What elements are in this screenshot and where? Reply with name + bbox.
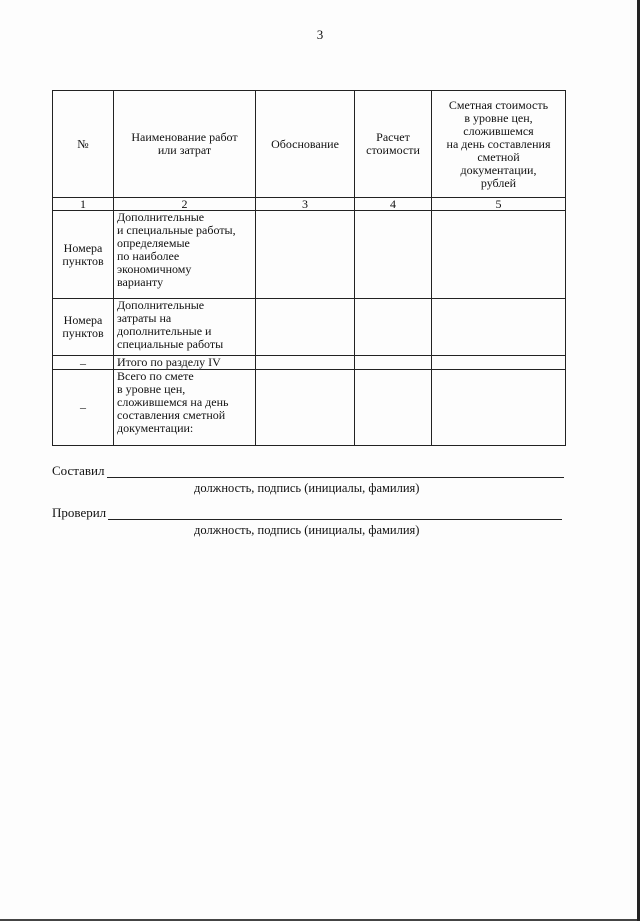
row-name-cell: Всего по смете в уровне цен, сложившемся на день составления сметной документации:	[114, 370, 256, 446]
column-number: 2	[114, 198, 256, 211]
column-number: 4	[355, 198, 432, 211]
row-cost-cell	[432, 299, 566, 356]
estimate-table	[52, 90, 566, 446]
compiled-by-block	[52, 463, 572, 503]
table-row	[53, 299, 566, 356]
column-number: 1	[53, 198, 114, 211]
column-number: 5	[432, 198, 566, 211]
header-number: №	[53, 91, 114, 198]
row-justification-cell	[256, 370, 355, 446]
table-row	[53, 211, 566, 299]
row-calculation-cell	[355, 370, 432, 446]
column-numbers-row	[53, 198, 566, 211]
row-number-cell: Номера пунктов	[53, 211, 114, 299]
row-name-cell: Дополнительные и специальные работы, определяемые по наиболее экономичному варианту	[114, 211, 256, 299]
row-cost-cell	[432, 211, 566, 299]
table-row	[53, 370, 566, 446]
row-cost-cell	[432, 356, 566, 370]
page-number: 3	[316, 27, 324, 42]
checked-by-signature-line[interactable]	[108, 519, 562, 520]
compiled-by-signature-line[interactable]	[107, 477, 564, 478]
table-header-row	[53, 91, 566, 198]
row-calculation-cell	[355, 211, 432, 299]
row-justification-cell	[256, 299, 355, 356]
row-justification-cell	[256, 211, 355, 299]
row-calculation-cell	[355, 299, 432, 356]
compiled-by-hint: должность, подпись (инициалы, фамилия)	[194, 481, 420, 495]
row-justification-cell	[256, 356, 355, 370]
checked-by-hint: должность, подпись (инициалы, фамилия)	[194, 523, 420, 537]
checked-by-block	[52, 505, 572, 545]
header-work-name: Наименование работ или затрат	[114, 91, 256, 198]
column-number: 3	[256, 198, 355, 211]
row-cost-cell	[432, 370, 566, 446]
header-cost-calculation: Расчет стоимости	[355, 91, 432, 198]
row-number-cell: –	[53, 370, 114, 446]
table-row	[53, 356, 566, 370]
checked-by-label: Проверил	[52, 505, 107, 520]
row-number-cell: –	[53, 356, 114, 370]
header-justification: Обоснование	[256, 91, 355, 198]
row-name-cell: Итого по разделу IV	[114, 356, 256, 370]
row-calculation-cell	[355, 356, 432, 370]
row-number-cell: Номера пунктов	[53, 299, 114, 356]
row-name-cell: Дополнительные затраты на дополнительные и специальные работы	[114, 299, 256, 356]
header-estimated-cost: Сметная стоимость в уровне цен, сложившемся на день составления сметной документации, рублей	[432, 91, 566, 198]
compiled-by-label: Составил	[52, 463, 105, 478]
